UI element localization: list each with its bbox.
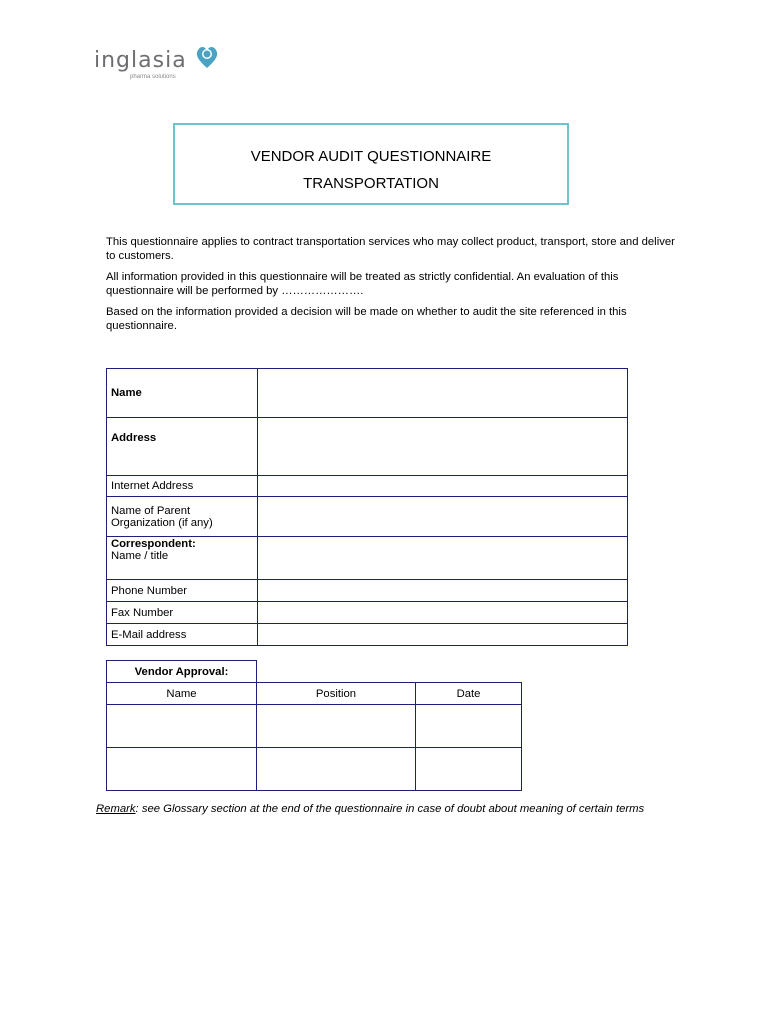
document-subtitle: TRANSPORTATION bbox=[303, 175, 439, 192]
email-label: E-Mail address bbox=[107, 624, 258, 646]
table-row bbox=[107, 369, 628, 418]
correspondent-subtitle: Name / title bbox=[111, 550, 169, 562]
table-row bbox=[107, 748, 522, 791]
internet-address-label: Internet Address bbox=[107, 476, 258, 497]
phone-field[interactable] bbox=[258, 580, 628, 602]
table-row bbox=[107, 580, 628, 602]
correspondent-heading: Correspondent: bbox=[111, 538, 196, 550]
logo-wordmark: inglasia bbox=[94, 48, 187, 73]
vendor-approval-heading: Vendor Approval: bbox=[107, 661, 257, 683]
remark-text: : see Glossary section at the end of the questionnaire in case of doubt about meaning of certain terms bbox=[135, 803, 645, 815]
correspondent-field[interactable] bbox=[258, 537, 628, 580]
parent-label-line1: Name of Parent bbox=[111, 504, 191, 517]
table-row bbox=[107, 624, 628, 646]
table-row bbox=[107, 497, 628, 537]
approver-name-field[interactable] bbox=[107, 748, 257, 791]
internet-address-field[interactable] bbox=[258, 476, 628, 497]
parent-organization-field[interactable] bbox=[258, 497, 628, 537]
heart-globe-icon bbox=[194, 42, 220, 70]
intro-paragraph-scope: This questionnaire applies to contract transportation services who may collect product, transport, store and deliver to customers. bbox=[106, 236, 675, 262]
name-field[interactable] bbox=[258, 369, 628, 418]
correspondent-label bbox=[107, 537, 258, 580]
empty-cell bbox=[416, 661, 522, 683]
table-row bbox=[107, 476, 628, 497]
logo-tagline: pharma solutions bbox=[130, 74, 176, 80]
address-field[interactable] bbox=[258, 418, 628, 476]
company-logo bbox=[94, 42, 224, 84]
table-row bbox=[107, 537, 628, 580]
empty-cell bbox=[257, 661, 416, 683]
fax-field[interactable] bbox=[258, 602, 628, 624]
table-row bbox=[107, 683, 522, 705]
intro-paragraph-confidential: All information provided in this questionnaire will be treated as strictly confidential. An evaluation of this questionnaire will be performed by …………………. bbox=[106, 271, 619, 297]
approver-date-field[interactable] bbox=[416, 705, 522, 748]
phone-label: Phone Number bbox=[107, 580, 258, 602]
approver-date-field[interactable] bbox=[416, 748, 522, 791]
vendor-info-table bbox=[106, 368, 628, 646]
approver-position-field[interactable] bbox=[257, 705, 416, 748]
intro-section bbox=[106, 236, 676, 341]
table-row bbox=[107, 418, 628, 476]
address-label: Address bbox=[107, 418, 258, 476]
name-label: Name bbox=[107, 369, 258, 418]
table-row bbox=[107, 705, 522, 748]
document-title-box bbox=[173, 123, 569, 205]
remark-note bbox=[96, 803, 644, 815]
fax-label: Fax Number bbox=[107, 602, 258, 624]
name-column-header: Name bbox=[107, 683, 257, 705]
document-title: VENDOR AUDIT QUESTIONNAIRE bbox=[250, 148, 492, 165]
vendor-approval-table bbox=[106, 660, 522, 791]
approver-position-field[interactable] bbox=[257, 748, 416, 791]
intro-paragraph-decision: Based on the information provided a decision will be made on whether to audit the site referenced in this questionnaire. bbox=[106, 306, 627, 332]
email-field[interactable] bbox=[258, 624, 628, 646]
remark-label: Remark bbox=[96, 803, 136, 815]
date-column-header: Date bbox=[416, 683, 522, 705]
parent-organization-label bbox=[107, 497, 258, 537]
parent-label-line2: Organization (if any) bbox=[111, 516, 213, 529]
table-row bbox=[107, 661, 522, 683]
approver-name-field[interactable] bbox=[107, 705, 257, 748]
table-row bbox=[107, 602, 628, 624]
position-column-header: Position bbox=[257, 683, 416, 705]
